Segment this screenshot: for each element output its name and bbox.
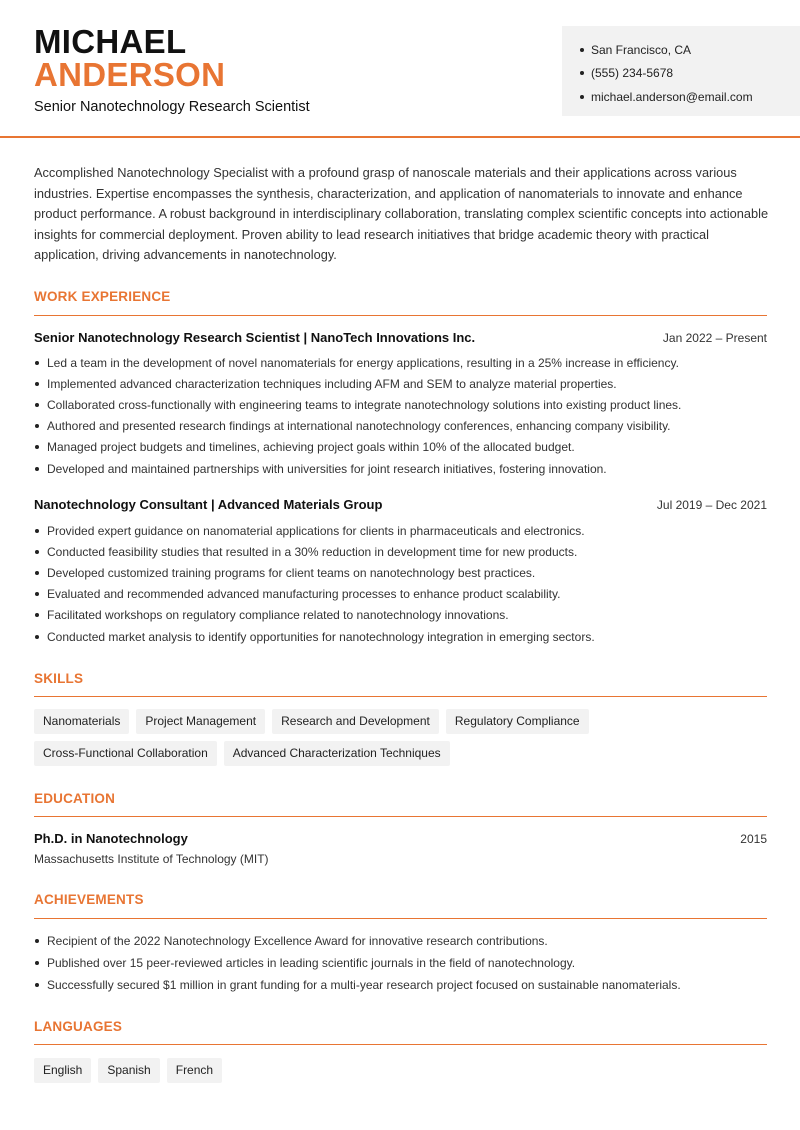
section-title-work: WORK EXPERIENCE — [34, 289, 171, 304]
list-item — [34, 974, 774, 996]
job-date: Jul 2019 – Dec 2021 — [656, 498, 767, 512]
skill-chip: Research and Development — [272, 709, 439, 734]
bullet-text: Developed and maintained partnerships with universities for joint research initiatives, fostering innovation. — [47, 461, 607, 476]
bullet-text: Implemented advanced characterization techniques including AFM and SEM to analyze material properties. — [47, 376, 617, 391]
achievements-list — [34, 930, 774, 996]
list-item — [34, 394, 774, 415]
skill-chip: Cross-Functional Collaboration — [34, 741, 217, 766]
list-item — [34, 541, 774, 562]
bullet-text: Led a team in the development of novel nanomaterials for energy applications, resulting in a 25% increase in efficiency. — [47, 355, 679, 370]
bullet-text: Published over 15 peer-reviewed articles in leading scientific journals in the field of nanotechnology. — [47, 956, 576, 970]
section-title-education: EDUCATION — [34, 791, 116, 806]
contact-box — [562, 26, 800, 116]
list-item — [34, 416, 774, 437]
job-entry-header — [34, 330, 767, 345]
section-divider — [34, 696, 767, 697]
skill-chip: Nanomaterials — [34, 709, 129, 734]
bullet-text: Facilitated workshops on regulatory compliance related to nanotechnology innovations. — [47, 608, 509, 623]
list-item — [34, 352, 774, 373]
skills-chip-list — [34, 709, 774, 773]
contact-email-text: michael.anderson@email.com — [591, 89, 753, 104]
bullet-text: Conducted market analysis to identify opportunities for nanotechnology integration in emerging sectors. — [47, 629, 595, 644]
bullet-icon — [35, 592, 39, 596]
section-divider — [34, 918, 767, 919]
contact-location — [580, 38, 800, 62]
bullet-icon — [35, 961, 39, 965]
bullet-text: Developed customized training programs for client teams on nanotechnology best practices. — [47, 565, 536, 580]
languages-chip-list — [34, 1058, 774, 1090]
section-title-skills: SKILLS — [34, 671, 84, 686]
list-item — [34, 626, 774, 647]
degree: Ph.D. in Nanotechnology — [34, 831, 188, 846]
school-name: Massachusetts Institute of Technology (MIT) — [34, 852, 269, 866]
section-divider — [34, 816, 767, 817]
list-item — [34, 458, 774, 479]
language-chip: English — [34, 1058, 91, 1083]
list-item — [34, 605, 774, 626]
bullet-text: Provided expert guidance on nanomaterial applications for clients in pharmaceuticals and electronics. — [47, 523, 585, 538]
section-title-languages: LANGUAGES — [34, 1019, 123, 1034]
bullet-icon — [35, 613, 39, 617]
list-item — [34, 952, 774, 974]
resume-header — [0, 0, 800, 138]
bullet-icon — [35, 403, 39, 407]
job-bullet-list — [34, 352, 774, 479]
language-chip: French — [167, 1058, 222, 1083]
bullet-icon — [35, 467, 39, 471]
job-bullet-list — [34, 520, 774, 647]
bullet-icon — [35, 529, 39, 533]
bullet-icon — [35, 550, 39, 554]
section-divider — [34, 315, 767, 316]
bullet-icon — [35, 635, 39, 639]
job-title: Senior Nanotechnology Research Scientist — [34, 99, 310, 115]
job-role: Senior Nanotechnology Research Scientist | NanoTech Innovations Inc. — [34, 330, 476, 345]
language-chip: Spanish — [98, 1058, 159, 1083]
job-role: Nanotechnology Consultant | Advanced Materials Group — [34, 497, 383, 512]
graduation-year: 2015 — [740, 832, 767, 846]
bullet-text: Conducted feasibility studies that resulted in a 30% reduction in development time for new products. — [47, 544, 578, 559]
section-divider — [34, 1044, 767, 1045]
section-title-achievements: ACHIEVEMENTS — [34, 892, 144, 907]
skill-chip: Advanced Characterization Techniques — [224, 741, 450, 766]
list-item — [34, 373, 774, 394]
bullet-text: Authored and presented research findings at international nanotechnology conferences, enhancing company visibility. — [47, 419, 671, 434]
contact-phone-text: (555) 234-5678 — [591, 66, 674, 81]
bullet-text: Evaluated and recommended advanced manufacturing processes to enhance product scalability. — [47, 587, 561, 602]
bullet-text: Recipient of the 2022 Nanotechnology Excellence Award for innovative research contributions. — [47, 934, 548, 948]
list-item — [34, 930, 774, 952]
bullet-icon — [35, 382, 39, 386]
education-entry-header — [34, 831, 767, 846]
bullet-icon — [580, 71, 584, 75]
skill-chip: Project Management — [136, 709, 265, 734]
skill-chip: Regulatory Compliance — [446, 709, 589, 734]
bullet-text: Managed project budgets and timelines, achieving project goals within 10% of the allocated budget. — [47, 440, 575, 455]
bullet-icon — [35, 424, 39, 428]
bullet-text: Collaborated cross-functionally with engineering teams to integrate nanotechnology solutions into existing product lines. — [47, 397, 682, 412]
bullet-icon — [35, 571, 39, 575]
bullet-icon — [580, 48, 584, 52]
list-item — [34, 584, 774, 605]
list-item — [34, 562, 774, 583]
list-item — [34, 520, 774, 541]
bullet-icon — [35, 445, 39, 449]
job-entry-header — [34, 497, 767, 512]
contact-phone — [580, 62, 800, 86]
bullet-icon — [35, 983, 39, 987]
bullet-text: Successfully secured $1 million in grant funding for a multi-year research project focused on sustainable nanomaterials. — [47, 978, 681, 992]
bullet-icon — [35, 939, 39, 943]
professional-summary: Accomplished Nanotechnology Specialist with a profound grasp of nanoscale materials and their applications across various industries. Expertise encompasses the synthesis, characterization, and application of nanomaterials to innovate and enhance product performance. A robust background in interdisciplinary collaboration, translating complex scientific concepts into actionable insights for commercial deployment. Proven ability to lead research initiatives that bridge academic theory with practical application, driving advancements in nanotechnology. — [34, 165, 769, 263]
last-name: ANDERSON — [34, 56, 226, 93]
bullet-icon — [580, 95, 584, 99]
job-date: Jan 2022 – Present — [662, 331, 767, 345]
first-name: MICHAEL — [34, 23, 187, 60]
contact-email — [580, 85, 800, 109]
contact-location-text: San Francisco, CA — [591, 42, 692, 57]
list-item — [34, 437, 774, 458]
bullet-icon — [35, 361, 39, 365]
